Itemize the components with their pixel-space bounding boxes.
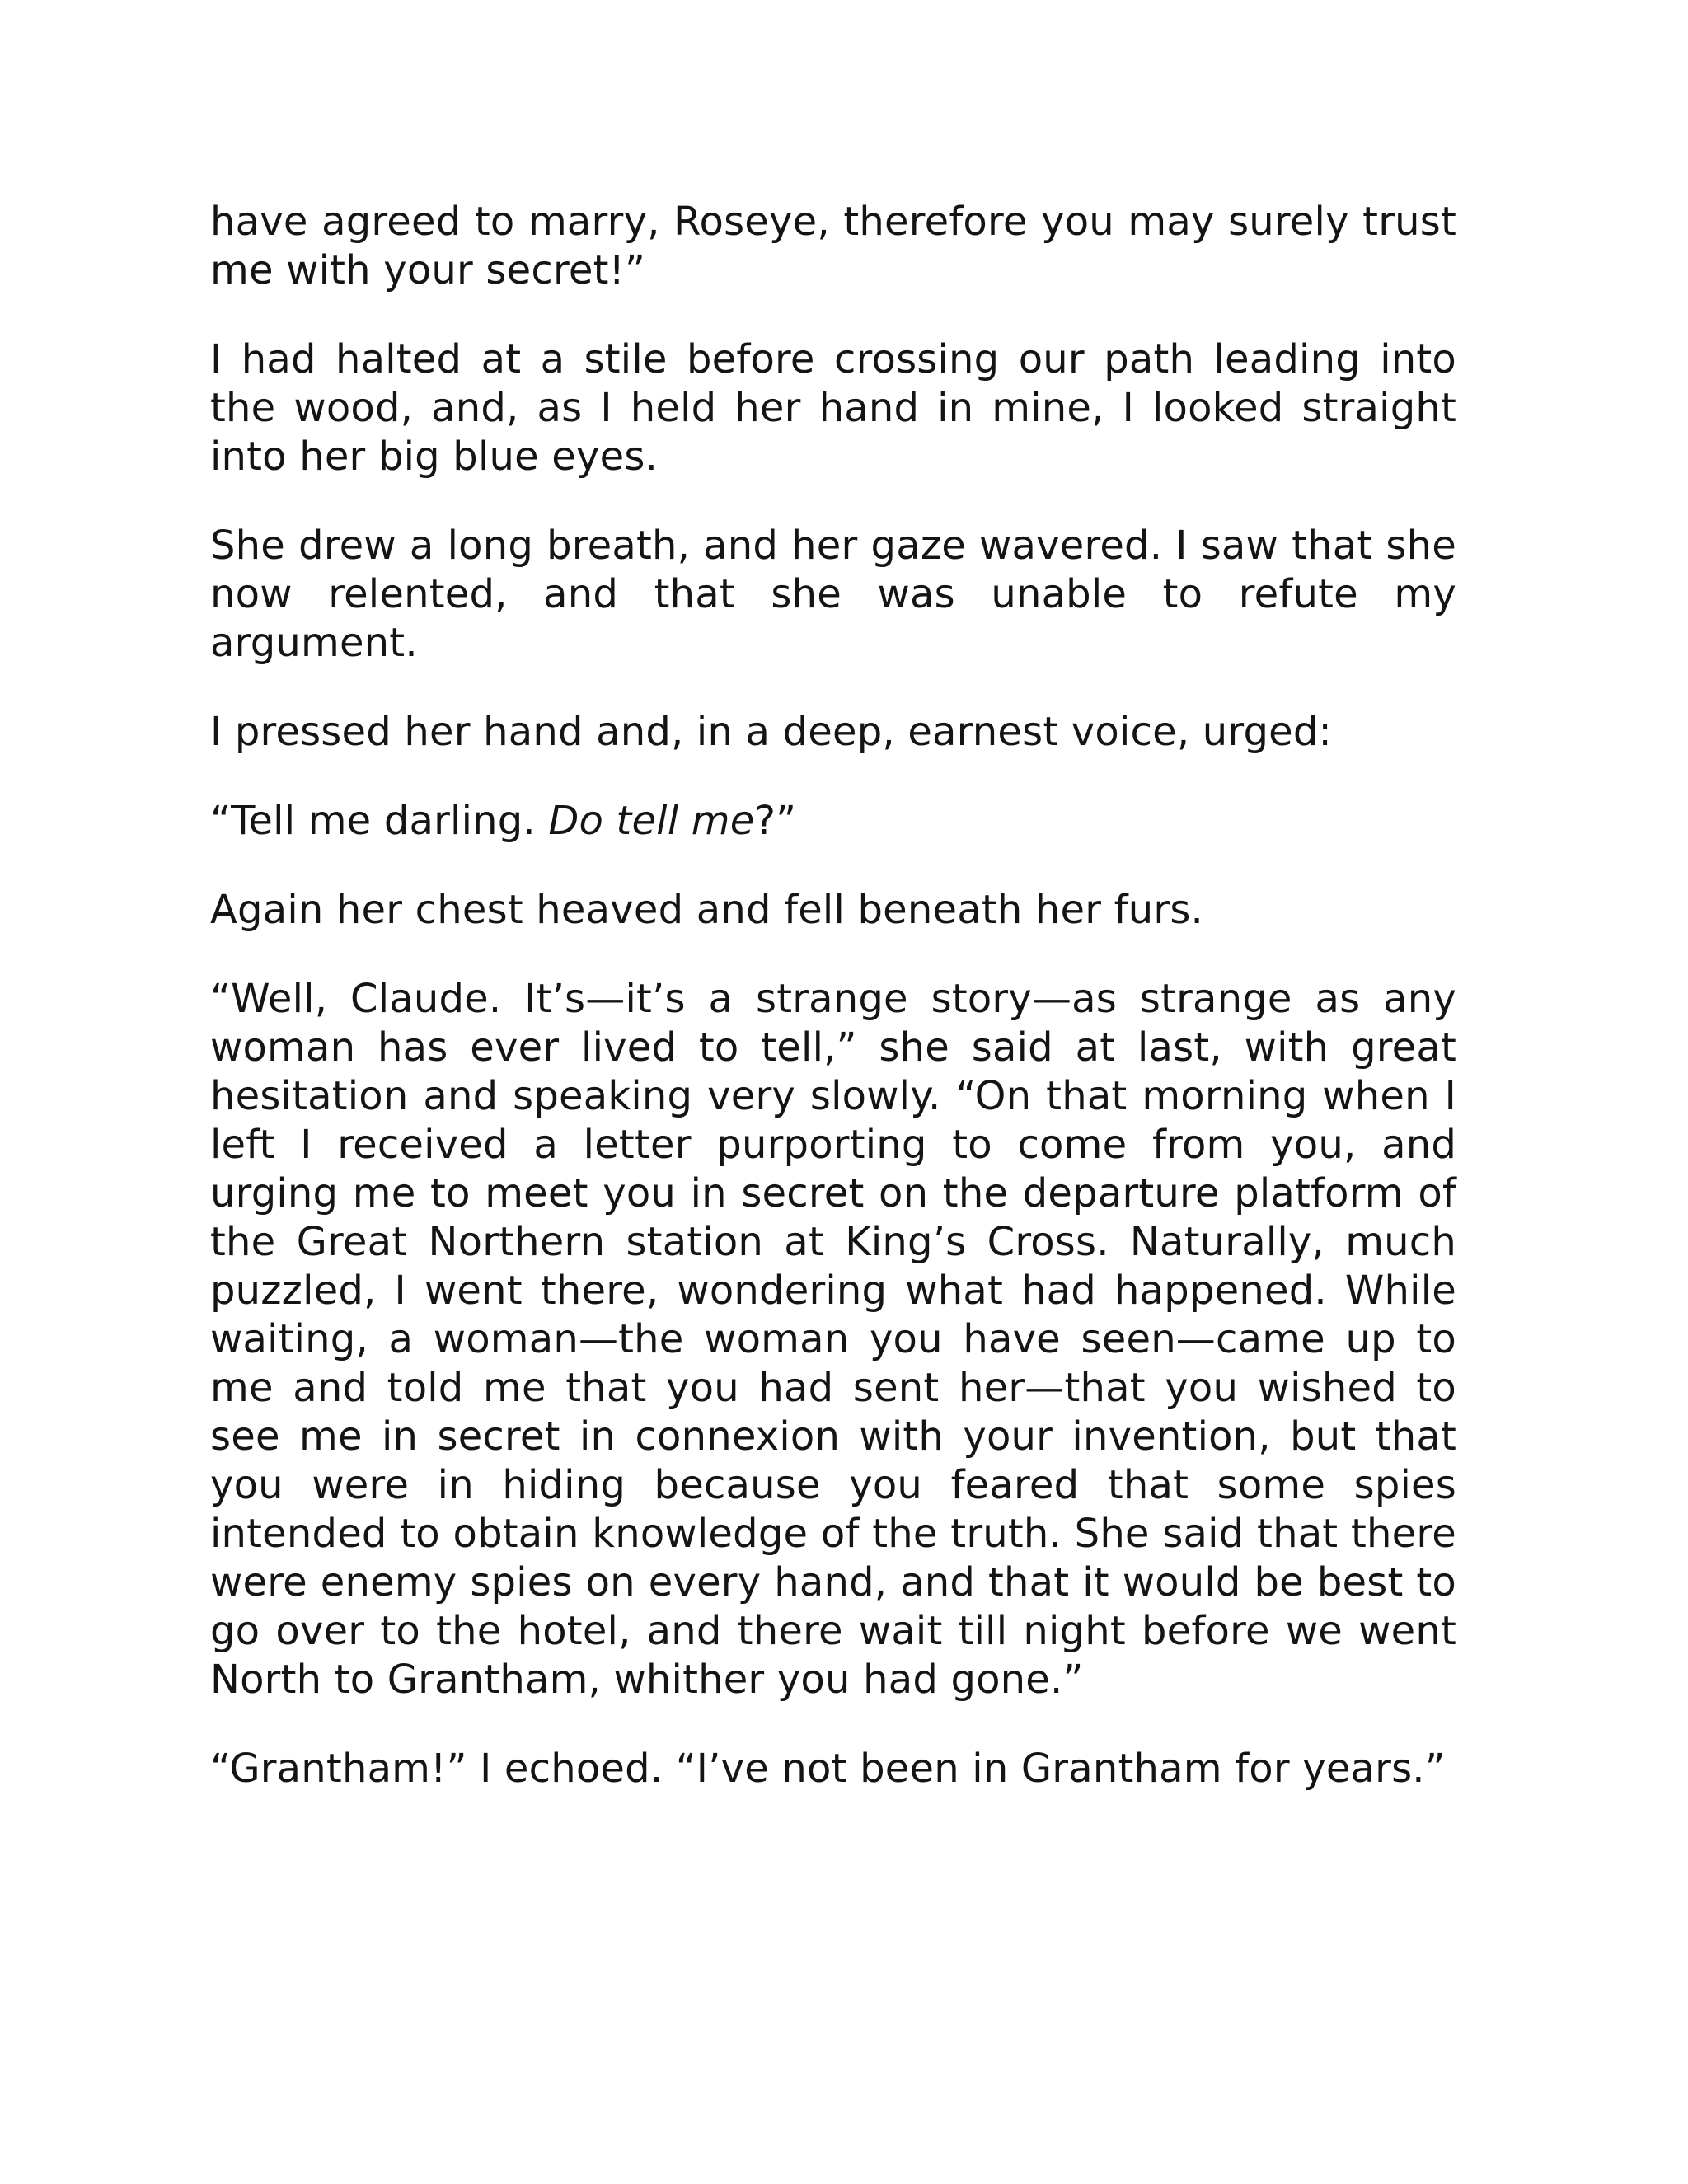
paragraph-text: “Tell me darling.	[210, 798, 549, 844]
body-paragraph	[210, 975, 1456, 1704]
body-paragraph	[210, 522, 1456, 668]
body-paragraph	[210, 797, 1456, 846]
body-paragraph	[210, 886, 1456, 935]
paragraph-text: “Well, Claude. It’s—it’s a strange story—as strange as any woman has ever lived to tell,” she said at last, with great hesitation and speaking very slowly. “On that morning when I left I received a letter purporting to come from you, and urging me to meet you in secret on the departure platform of the Great Northern station at King’s Cross. Naturally, much puzzled, I went there, wondering what had happened. While waiting, a woman—the woman you have seen—came up to me and told me that you had sent her—that you wished to see me in secret in connexion with your invention, but that you were in hiding because you feared that some spies intended to obtain knowledge of the truth. She said that there were enemy spies on every hand, and that it would be best to go over to the hotel, and there wait till night before we went North to Grantham, whither you had gone.”	[210, 976, 1456, 1703]
book-page	[210, 198, 1456, 1793]
italic-text: Do tell me	[548, 798, 755, 844]
body-paragraph	[210, 1745, 1456, 1793]
paragraph-text: “Grantham!” I echoed. “I’ve not been in Grantham for years.”	[210, 1746, 1446, 1792]
body-paragraph	[210, 708, 1456, 757]
paragraph-text: have agreed to marry, Roseye, therefore you may surely trust me with your secret!”	[210, 199, 1456, 293]
paragraph-text: She drew a long breath, and her gaze wavered. I saw that she now relented, and that she was unable to refute my argument.	[210, 523, 1456, 666]
paragraph-text: ?”	[754, 798, 797, 844]
body-paragraph	[210, 335, 1456, 481]
body-paragraph	[210, 198, 1456, 295]
paragraph-text: Again her chest heaved and fell beneath her furs.	[210, 887, 1203, 933]
paragraph-text: I had halted at a stile before crossing our path leading into the wood, and, as I held her hand in mine, I looked straight into her big blue eyes.	[210, 336, 1456, 480]
paragraph-text: I pressed her hand and, in a deep, earnest voice, urged:	[210, 709, 1332, 755]
